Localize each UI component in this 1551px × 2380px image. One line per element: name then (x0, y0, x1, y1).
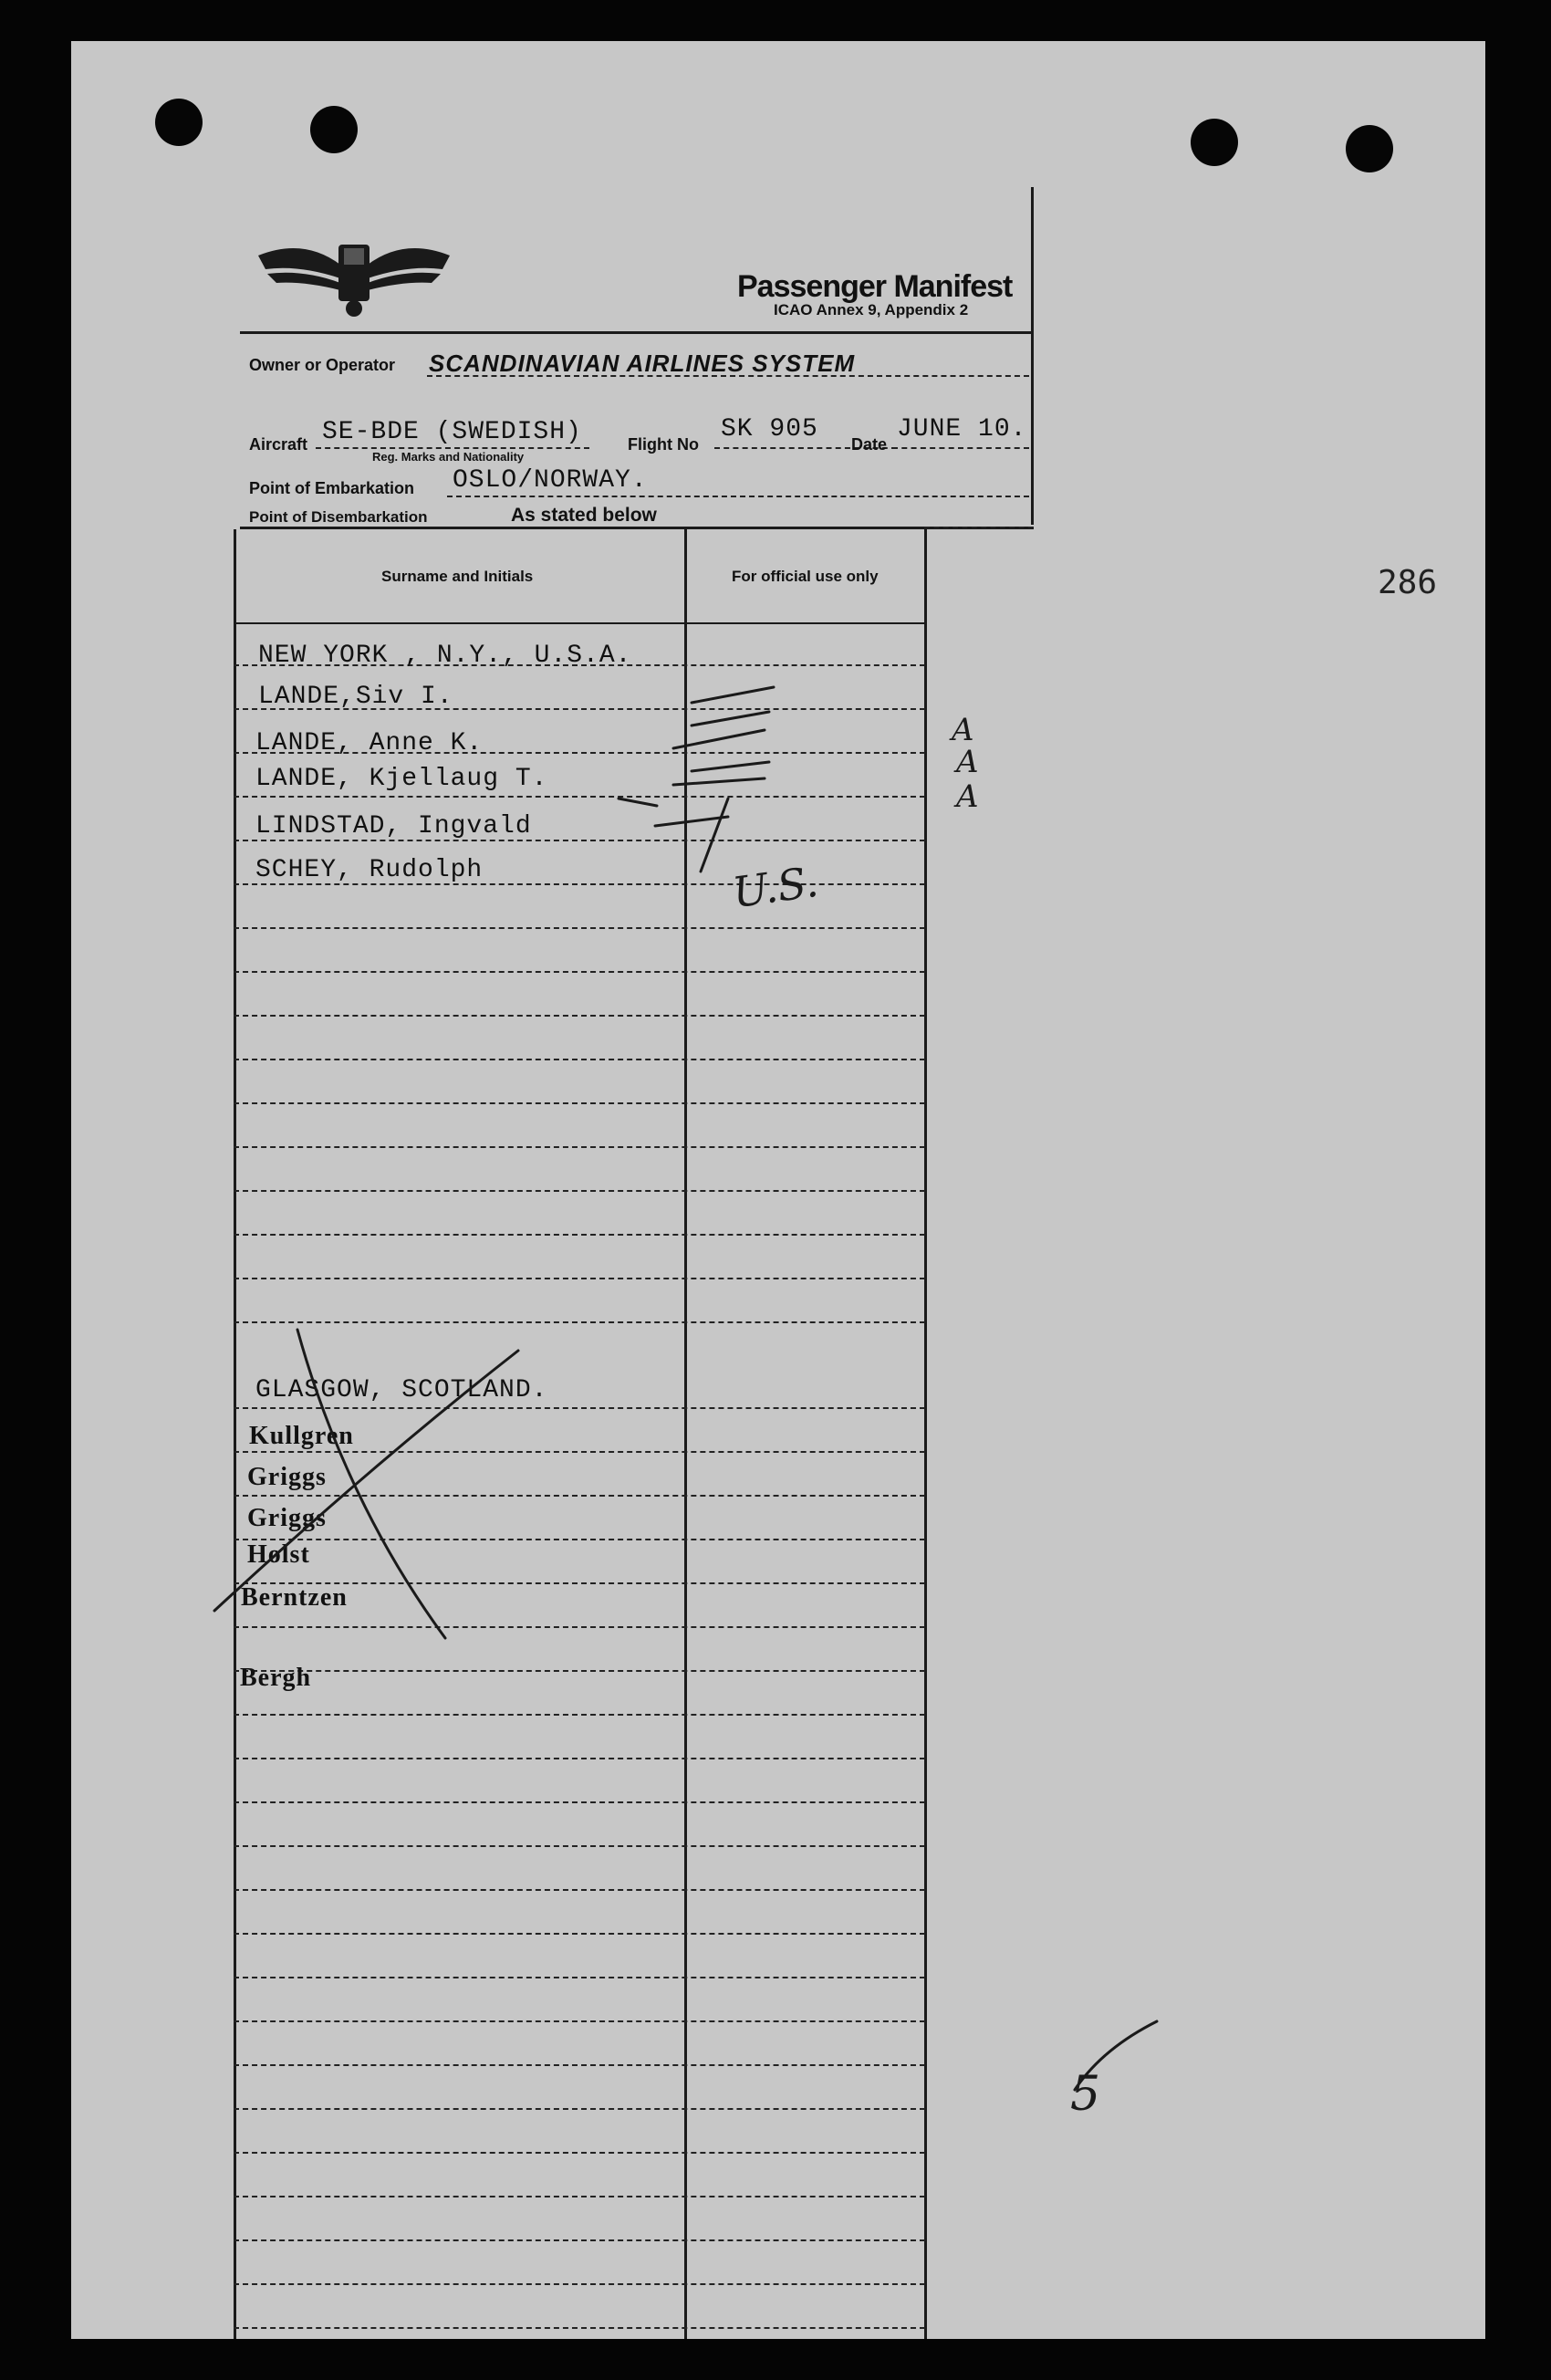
margin-mark: A (956, 778, 979, 815)
disembark-value: As stated below (511, 505, 657, 526)
margin-mark: A (952, 712, 974, 748)
embark-value: OSLO/NORWAY. (453, 466, 648, 495)
embark-label: Point of Embarkation (249, 479, 415, 497)
date-label: Date (851, 435, 888, 454)
passenger-entry: LINDSTAD, Ingvald (255, 812, 532, 840)
handwritten-strokes (71, 41, 1485, 2339)
manifest-sheet (71, 41, 1485, 2339)
reg-caption: Reg. Marks and Nationality (372, 450, 525, 464)
official-initials: U.S. (729, 856, 821, 918)
disembark-label: Point of Disembarkation (249, 508, 428, 526)
destination-heading: GLASGOW, SCOTLAND. (255, 1376, 548, 1404)
destination-heading: NEW YORK , N.Y., U.S.A. (258, 642, 632, 670)
passenger-entry: Bergh (240, 1664, 312, 1692)
aircraft-label: Aircraft (249, 435, 308, 454)
flight-label: Flight No (628, 435, 699, 454)
passenger-entry: LANDE,Siv I. (258, 683, 453, 711)
passenger-entry: Holst (247, 1540, 310, 1569)
column-header-name: Surname and Initials (381, 568, 534, 585)
passenger-entry: SCHEY, Rudolph (255, 856, 484, 884)
passenger-entry: Kullgren (249, 1422, 354, 1450)
page-handwritten-number: 5 (1070, 2067, 1101, 2122)
page-title: Passenger Manifest (737, 269, 1013, 304)
column-header-official: For official use only (732, 568, 879, 585)
flight-value: SK 905 (721, 415, 818, 444)
passenger-entry: LANDE, Anne K. (255, 729, 484, 757)
page-stamp-number: 286 (1378, 564, 1438, 601)
passenger-entry: Griggs (247, 1504, 327, 1532)
aircraft-value: SE-BDE (SWEDISH) (322, 418, 582, 446)
date-value: JUNE 10. (897, 415, 1027, 444)
owner-value: SCANDINAVIAN AIRLINES SYSTEM (429, 350, 856, 377)
passenger-entry: Griggs (247, 1463, 327, 1491)
page-subtitle: ICAO Annex 9, Appendix 2 (774, 301, 969, 318)
passenger-entry: LANDE, Kjellaug T. (255, 765, 548, 793)
passenger-entry: Berntzen (241, 1583, 348, 1612)
margin-mark: A (956, 744, 979, 780)
owner-label: Owner or Operator (249, 356, 396, 374)
